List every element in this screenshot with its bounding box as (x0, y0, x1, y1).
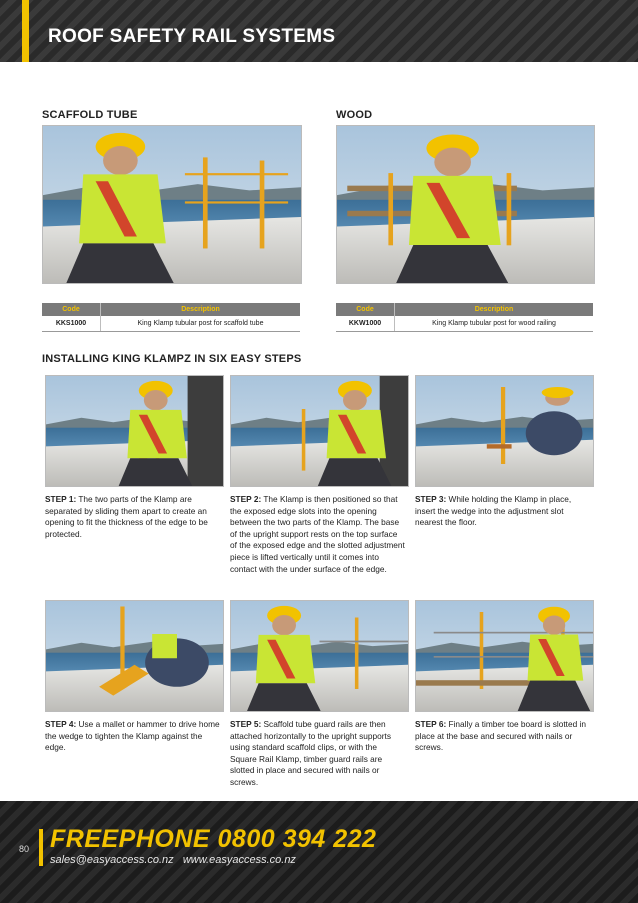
step-2-text (230, 494, 406, 575)
step-1-photo (45, 375, 224, 487)
step-3-photo (415, 375, 594, 487)
header-band (0, 0, 638, 62)
table-header (42, 303, 300, 316)
page-title: ROOF SAFETY RAIL SYSTEMS (48, 26, 336, 47)
step-1-text (45, 494, 221, 540)
step-4-label: STEP 4: (45, 719, 77, 729)
column-header-code: Code (336, 303, 395, 316)
footer-accent-bar (39, 829, 43, 866)
step-4-text (45, 719, 221, 754)
step-2-photo (230, 375, 409, 487)
table-row (42, 316, 300, 332)
header-accent-bar (22, 0, 29, 62)
step-6-label: STEP 6: (415, 719, 447, 729)
wood-photo (336, 125, 595, 284)
step-1-description: The two parts of the Klamp are separated by sliding them apart to create an opening to fit the thickness of the edge to be protected. (45, 494, 208, 539)
step-3-text (415, 494, 591, 529)
product-code: KKS1000 (42, 316, 101, 331)
step-6-text (415, 719, 591, 754)
step-2-description: The Klamp is then positioned so that the exposed edge slots into the opening between the two parts of the Klamp. The base of the upright support rests on the top surface of the exposed edge and the slotted adjustment piece is lifted vertically until it comes into contact with the under surface of the edge. (230, 494, 405, 574)
section-label-installing: INSTALLING KING KLAMPZ IN SIX EASY STEPS (42, 353, 302, 365)
column-header-description: Description (181, 306, 220, 313)
step-5-text (230, 719, 406, 789)
step-4-description: Use a mallet or hammer to drive home the wedge to tighten the Klamp against the edge. (45, 719, 220, 753)
step-5-photo (230, 600, 409, 712)
step-6-photo (415, 600, 594, 712)
column-header-description: Description (474, 306, 514, 313)
product-description: King Klamp tubular post for scaffold tube (137, 320, 264, 327)
table-row (336, 316, 593, 332)
scaffold-tube-photo (42, 125, 302, 284)
section-label-scaffold-tube: SCAFFOLD TUBE (42, 109, 138, 121)
step-3-label: STEP 3: (415, 494, 447, 504)
step-1-label: STEP 1: (45, 494, 77, 504)
product-description: King Klamp tubular post for wood railing (432, 320, 556, 327)
contact-links[interactable]: sales@easyaccess.co.nz www.easyaccess.co.nz (50, 854, 296, 866)
freephone-number: FREEPHONE 0800 394 222 (50, 825, 377, 853)
table-header (336, 303, 593, 316)
step-5-description: Scaffold tube guard rails are then attached horizontally to the upright supports using standard scaffold clips, or with the Square Rail Klamp, timber guard rails are slotted in place and secured with nails or screws. (230, 719, 391, 787)
column-header-code: Code (42, 303, 101, 316)
step-5-label: STEP 5: (230, 719, 262, 729)
scaffold-code-table (42, 303, 300, 332)
footer-band (0, 801, 638, 903)
step-4-photo (45, 600, 224, 712)
page-number: 80 (19, 844, 30, 854)
wood-code-table (336, 303, 593, 332)
step-6-description: Finally a timber toe board is slotted in place at the base and secured with nails or screws. (415, 719, 586, 753)
step-2-label: STEP 2: (230, 494, 262, 504)
product-code: KKW1000 (336, 316, 395, 331)
section-label-wood: WOOD (336, 109, 373, 121)
step-3-description: While holding the Klamp in place, insert the wedge into the adjustment slot nearest the floor. (415, 494, 572, 528)
